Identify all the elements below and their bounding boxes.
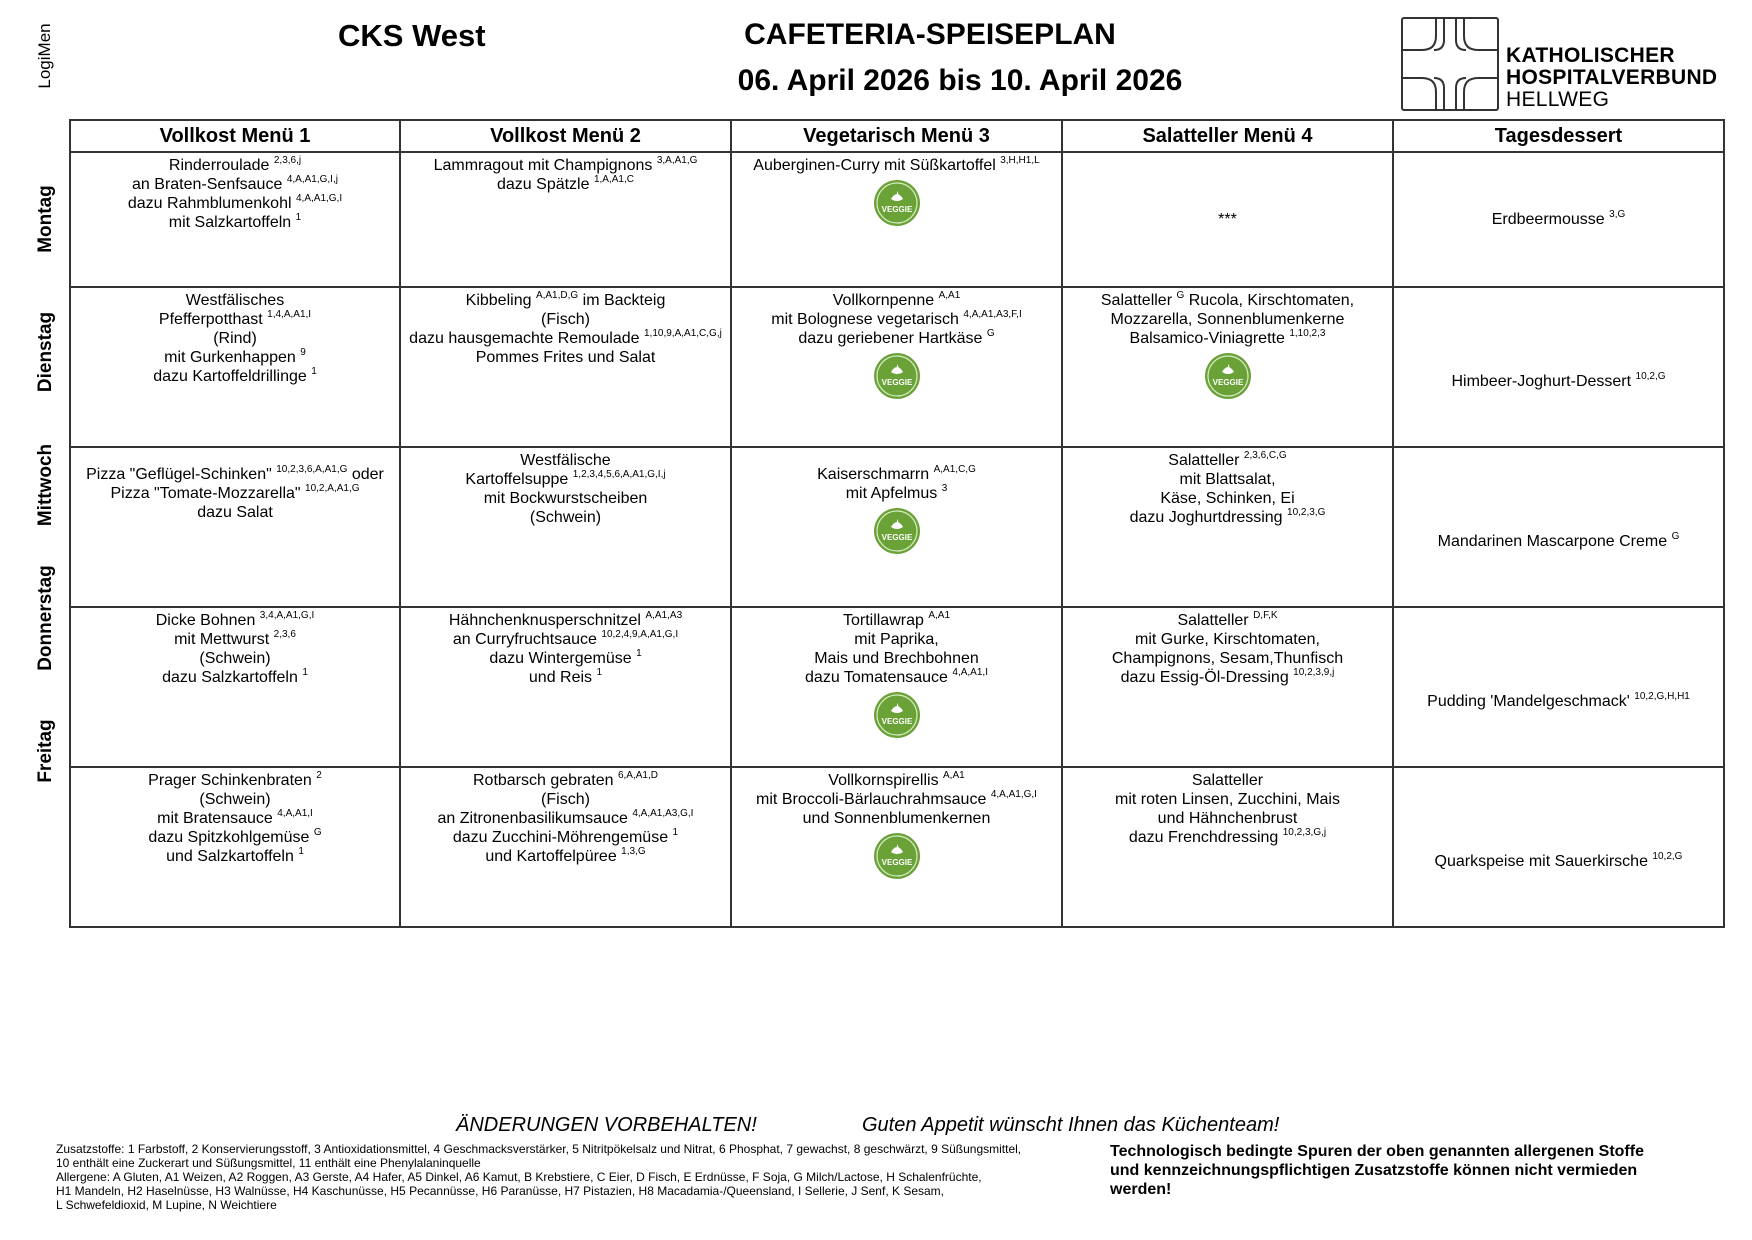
dish-line	[1067, 611, 1388, 630]
allergen-codes: 1,4,A,A1,I	[267, 309, 312, 320]
dish-line	[75, 649, 395, 668]
dish-line	[736, 329, 1057, 348]
dish-text: dazu Wintergemüse	[489, 650, 632, 667]
dish-text: mit Broccoli-Bärlauchrahmsauce	[756, 791, 987, 808]
allergen-codes: 1,3,G	[621, 846, 646, 857]
dish-line	[1067, 630, 1388, 649]
dish-line	[736, 771, 1057, 790]
legend-line: 10 enthält eine Zuckerart und Süßungsmittel, 11 enthält eine Phenylalaninquelle	[56, 1156, 481, 1170]
location-title: CKS West	[338, 18, 486, 53]
allergen-codes: 1	[311, 366, 317, 377]
dish-line	[75, 809, 395, 828]
allergen-codes: A,A1,C,G	[933, 464, 976, 475]
dish-line	[75, 156, 395, 175]
allergen-codes: G	[313, 827, 322, 838]
allergen-codes: 1,A,A1,C	[593, 174, 634, 185]
dish-text: dazu hausgemachte Remoulade	[409, 330, 640, 347]
allergen-codes: 10,2,G	[1652, 850, 1683, 862]
dish-text: Salatteller	[1100, 292, 1173, 309]
menu-cell	[400, 287, 731, 447]
dish-text: und Salzkartoffeln	[166, 848, 294, 865]
menu-cell	[70, 152, 400, 287]
brand-line-1: KATHOLISCHER	[1506, 44, 1675, 67]
dish-line	[75, 194, 395, 213]
menu-cell	[1393, 767, 1724, 927]
dish-text: (Rind)	[213, 330, 257, 347]
dish-line	[1067, 451, 1388, 470]
dish-line	[75, 465, 395, 484]
dish-line	[736, 668, 1057, 687]
dish-text: Pizza "Tomate-Mozzarella"	[110, 485, 301, 502]
day-label-donnerstag: Donnerstag	[35, 565, 56, 671]
column-header: Vollkost Menü 1	[70, 120, 400, 152]
menu-cell	[731, 447, 1062, 607]
dish-text: dazu Salat	[197, 504, 273, 521]
dish-text: Quarkspeise mit Sauerkirsche	[1434, 852, 1648, 870]
dish-text: dazu Spätzle	[497, 176, 590, 193]
svg-text:VEGGIE: VEGGIE	[881, 378, 912, 387]
column-header: Salatteller Menü 4	[1062, 120, 1393, 152]
dish-line	[75, 828, 395, 847]
dish-line	[75, 790, 395, 809]
dish-text: und Reis	[528, 669, 593, 686]
dish-line	[736, 484, 1057, 503]
dish-text: Vollkornspirellis	[828, 772, 939, 789]
allergen-codes: 10,2,A,A1,G	[305, 483, 360, 494]
dish-text: Erdbeermousse	[1491, 211, 1605, 228]
dish-line	[75, 484, 395, 503]
dish-line	[75, 329, 395, 348]
dish-text: Pommes Frites und Salat	[475, 349, 656, 366]
dish-line	[75, 175, 395, 194]
dish-text: mit Paprika,	[854, 631, 939, 648]
allergen-codes: D,F,K	[1253, 610, 1278, 621]
page-title: CAFETERIA-SPEISEPLAN	[744, 18, 1116, 51]
dish-text: dazu Salzkartoffeln	[162, 669, 298, 686]
dish-text: (Schwein)	[199, 791, 271, 808]
svg-text:VEGGIE: VEGGIE	[1212, 378, 1243, 387]
legend-line: H1 Mandeln, H2 Haselnüsse, H3 Walnüsse, H4 Kaschunüsse, H5 Pecannüsse, H6 Paranüsse, H7 Pistazien, H8 Macadamia-/Queensland, I Sellerie, J Senf, K Sesam,	[56, 1184, 944, 1198]
dish-line	[405, 451, 726, 470]
menu-row-1	[70, 287, 1724, 447]
dish-line	[405, 630, 726, 649]
dish-line	[1067, 668, 1388, 687]
allergen-codes: 4,A,A1,G,I,j	[286, 174, 338, 185]
dish-text: Prager Schinkenbraten	[148, 772, 312, 789]
dish-line	[736, 465, 1057, 484]
dish-line	[736, 156, 1057, 175]
dish-line	[405, 809, 726, 828]
dish-text: Dicke Bohnen	[155, 612, 256, 629]
dish-line	[1067, 508, 1388, 527]
dish-text: mit Gurke, Kirschtomaten,	[1135, 631, 1320, 648]
allergen-codes: 3,A,A1,G	[656, 155, 698, 166]
legend-line: Zusatzstoffe: 1 Farbstoff, 2 Konservierungsstoff, 3 Antioxidationsmittel, 4 Geschmacksverstärker, 5 Nitritpökelsalz und Nitrat, 6 Phosphat, 7 gewachst, 8 geschwärzt, 9 Süßungsmittel,	[56, 1142, 1022, 1156]
menu-row-4	[70, 767, 1724, 927]
dish-text: (Fisch)	[541, 311, 590, 328]
menu-cell	[1062, 152, 1393, 287]
menu-row-3	[70, 607, 1724, 767]
dish-text: Lammragout mit Champignons	[433, 157, 653, 174]
dish-line	[1398, 532, 1719, 551]
dish-line	[405, 291, 726, 310]
dish-text: Kibbeling	[465, 292, 532, 309]
dish-text: Champignons, Sesam,Thunfisch	[1111, 650, 1344, 667]
allergen-codes: A,A1	[928, 610, 951, 621]
dish-text: im Backteig	[582, 292, 666, 309]
allergen-codes: 1	[672, 827, 679, 838]
dish-line	[736, 291, 1057, 310]
day-label-montag: Montag	[35, 185, 56, 253]
dish-line	[736, 649, 1057, 668]
dish-text: dazu Kartoffeldrillinge	[153, 368, 307, 385]
trace-line: werden!	[1110, 1181, 1172, 1198]
menu-row-0	[70, 152, 1724, 287]
dish-line	[1398, 210, 1719, 229]
dish-line	[75, 668, 395, 687]
brand-line-2: HOSPITALVERBUND	[1506, 66, 1718, 89]
allergen-codes: 10,2,3,G,j	[1282, 827, 1327, 838]
allergen-codes: G	[1176, 290, 1185, 301]
allergen-codes: 4,A,A1,I	[277, 808, 313, 819]
veggie-badge-icon	[873, 179, 921, 227]
dish-line	[75, 630, 395, 649]
menu-row-2	[70, 447, 1724, 607]
dish-text: Rinderroulade	[168, 157, 270, 174]
legend-line: L Schwefeldioxid, M Lupine, N Weichtiere	[56, 1198, 277, 1212]
dish-text: mit Bockwurstscheiben	[483, 490, 648, 507]
dish-text: mit roten Linsen, Zucchini, Mais	[1115, 791, 1340, 808]
allergen-codes: 2,3,6,j	[273, 155, 302, 166]
dish-text: dazu Spitzkohlgemüse	[148, 829, 310, 846]
menu-cell	[1393, 287, 1724, 447]
menu-cell	[400, 447, 731, 607]
dish-text: dazu geriebener Hartkäse	[798, 330, 983, 347]
day-label-dienstag: Dienstag	[35, 311, 56, 393]
allergen-codes: 3,H,H1,L	[1000, 155, 1040, 166]
dish-line	[736, 790, 1057, 809]
dish-line	[75, 310, 395, 329]
dish-text: Rotbarsch gebraten	[472, 772, 614, 789]
allergen-codes: 6,A,A1,D	[617, 770, 658, 781]
dish-line	[405, 508, 726, 527]
dish-text: an Braten-Senfsauce	[132, 176, 283, 193]
changes-notice: ÄNDERUNGEN VORBEHALTEN!	[456, 1114, 757, 1136]
menu-cell	[1393, 152, 1724, 287]
menu-cell	[731, 607, 1062, 767]
veggie-badge-icon	[873, 507, 921, 555]
additives-allergens-legend	[56, 1142, 1096, 1212]
menu-cell	[70, 767, 400, 927]
dish-text: Pizza "Geflügel-Schinken"	[86, 466, 272, 483]
dish-line	[736, 611, 1057, 630]
allergen-codes: 4,A,A1,G,I	[990, 789, 1037, 800]
day-label-freitag: Freitag	[35, 719, 56, 783]
allergen-codes: A,A1,A3	[645, 610, 683, 621]
dish-line	[405, 489, 726, 508]
dish-line	[75, 771, 395, 790]
menu-cell	[1062, 287, 1393, 447]
menu-cell	[1062, 607, 1393, 767]
menu-cell	[400, 607, 731, 767]
dish-line	[1067, 470, 1388, 489]
menu-cell	[1393, 607, 1724, 767]
svg-text:VEGGIE: VEGGIE	[881, 717, 912, 726]
day-label-mittwoch: Mittwoch	[35, 443, 56, 527]
brand-line-3: HELLWEG	[1506, 88, 1610, 111]
column-header: Vollkost Menü 2	[400, 120, 731, 152]
dish-text: oder	[351, 466, 384, 483]
dish-line	[405, 348, 726, 367]
allergen-codes: 1	[298, 846, 304, 857]
dish-text: an Zitronenbasilikumsauce	[437, 810, 628, 827]
allergen-codes: 10,2,G,H,H1	[1634, 690, 1690, 702]
allergen-codes: A,A1,D,G	[535, 290, 579, 301]
dish-text: Auberginen-Curry mit Süßkartoffel	[753, 157, 996, 174]
trace-line: Technologisch bedingte Spuren der oben genannten allergenen Stoffe	[1110, 1143, 1644, 1160]
dish-text: Rucola, Kirschtomaten,	[1188, 292, 1355, 309]
menu-cell	[400, 767, 731, 927]
allergen-codes: 1	[302, 667, 308, 678]
dish-text: dazu Joghurtdressing	[1129, 509, 1283, 526]
allergen-codes: 10,2,G	[1635, 370, 1666, 382]
dish-text: (Schwein)	[529, 509, 602, 526]
dish-text: mit Mettwurst	[174, 631, 270, 648]
dish-line	[1067, 790, 1388, 809]
dish-line	[405, 847, 726, 866]
allergen-codes: 1	[596, 667, 603, 678]
dish-line	[1067, 489, 1388, 508]
dish-text: Mozzarella, Sonnenblumenkerne	[1110, 311, 1345, 328]
dish-text: mit Bolognese vegetarisch	[771, 311, 959, 328]
dish-text: und Sonnenblumenkernen	[802, 810, 991, 827]
dish-text: dazu Zucchini-Möhrengemüse	[452, 829, 669, 846]
allergen-codes: 3	[941, 483, 948, 494]
dish-line	[1067, 828, 1388, 847]
allergen-codes: G	[1671, 530, 1680, 542]
dish-text: Himbeer-Joghurt-Dessert	[1451, 372, 1632, 390]
dish-line	[736, 310, 1057, 329]
dish-line	[405, 175, 726, 194]
allergen-codes: 4,A,A1,A3,G,I	[632, 808, 694, 819]
menu-cell	[731, 767, 1062, 927]
allergen-codes: 1,10,9,A,A1,C,G,j	[644, 328, 722, 339]
trace-notice	[1110, 1142, 1670, 1199]
svg-text:VEGGIE: VEGGIE	[881, 533, 912, 542]
dish-line	[405, 611, 726, 630]
dish-line	[75, 367, 395, 386]
dish-text: Kartoffelsuppe	[465, 471, 569, 488]
column-header: Vegetarisch Menü 3	[731, 120, 1062, 152]
dish-text: mit Salzkartoffeln	[168, 214, 292, 231]
allergen-codes: 4,A,A1,G,I	[295, 193, 343, 204]
dish-line	[1067, 291, 1388, 310]
date-range: 06. April 2026 bis 10. April 2026	[737, 64, 1183, 97]
dish-text: dazu Rahmblumenkohl	[127, 195, 292, 212]
dish-line	[1067, 771, 1388, 790]
dish-line	[405, 329, 726, 348]
brand-logo	[1400, 16, 1720, 112]
allergen-codes: 10,2,3,G	[1287, 507, 1326, 518]
menu-cell	[1062, 447, 1393, 607]
dish-text: mit Blattsalat,	[1179, 471, 1276, 488]
dish-text: Mandarinen Mascarpone Creme	[1437, 532, 1668, 550]
logimen-label: LogiMen	[35, 23, 54, 89]
dish-text: mit Gurkenhappen	[164, 349, 296, 366]
trace-line: und kennzeichnungspflichtigen Zusatzstoffe können nicht vermieden	[1110, 1162, 1638, 1179]
dish-line	[1067, 310, 1388, 329]
allergen-codes: 1	[636, 648, 642, 659]
dish-line	[75, 213, 395, 232]
dish-text: Westfälisches	[185, 292, 285, 309]
allergen-codes: 10,2,3,9,j	[1293, 667, 1335, 678]
svg-text:VEGGIE: VEGGIE	[881, 205, 912, 214]
legend-line: Allergene: A Gluten, A1 Weizen, A2 Roggen, A3 Gerste, A4 Hafer, A5 Dinkel, A6 Kamut, B Krebstiere, C Eier, D Fisch, E Erdnüsse, F Soja, G Milch/Lactose, H Schalenfrüchte,	[56, 1170, 982, 1184]
allergen-codes: A,A1	[938, 290, 961, 301]
dish-line	[405, 156, 726, 175]
dish-text: (Schwein)	[199, 650, 271, 667]
dish-line	[1398, 372, 1719, 391]
dish-text: dazu Tomatensauce	[805, 669, 948, 686]
dish-line	[75, 291, 395, 310]
veggie-badge-icon	[1204, 352, 1252, 400]
appetit-message: Guten Appetit wünscht Ihnen das Küchenteam!	[862, 1114, 1280, 1136]
dish-line	[405, 668, 726, 687]
dish-text: ***	[1218, 211, 1237, 228]
dish-line	[1067, 649, 1388, 668]
menu-cell	[70, 607, 400, 767]
dish-line	[1398, 692, 1719, 711]
dish-text: Tortillawrap	[842, 612, 924, 629]
dish-text: Vollkornpenne	[832, 292, 935, 309]
svg-text:VEGGIE: VEGGIE	[881, 858, 912, 867]
allergen-codes: 1,2,3,4,5,6,A,A1,G,I,j	[572, 469, 666, 480]
allergen-codes: 10,2,4,9,A,A1,G,I	[601, 629, 679, 640]
dish-text: Kaiserschmarrn	[817, 466, 930, 483]
menu-table	[69, 119, 1725, 928]
menu-cell	[70, 287, 400, 447]
header-row	[70, 120, 1724, 152]
allergen-codes: 9	[300, 347, 306, 358]
allergen-codes: A,A1	[943, 770, 965, 781]
dish-text: dazu Essig-Öl-Dressing	[1120, 669, 1289, 686]
menu-cell	[1393, 447, 1724, 607]
dish-text: (Fisch)	[541, 791, 590, 808]
dish-text: Pfefferpotthast	[158, 311, 263, 328]
cross-logo-icon	[1400, 16, 1500, 112]
dish-text: Salatteller	[1191, 772, 1264, 789]
menu-cell	[70, 447, 400, 607]
dish-text: mit Apfelmus	[845, 485, 938, 502]
dish-text: Salatteller	[1168, 452, 1240, 469]
dish-line	[405, 771, 726, 790]
dish-line	[1067, 210, 1388, 229]
dish-text: Hähnchenknusperschnitzel	[448, 612, 641, 629]
dish-line	[736, 809, 1057, 828]
dish-text: dazu Frenchdressing	[1128, 829, 1279, 846]
dish-line	[736, 630, 1057, 649]
allergen-codes: 3,G	[1609, 209, 1626, 220]
allergen-codes: 4,A,A1,A3,F,I	[963, 309, 1022, 320]
dish-line	[405, 649, 726, 668]
allergen-codes: 2,3,6	[273, 629, 296, 640]
allergen-codes: 10,2,3,6,A,A1,G	[276, 464, 348, 475]
dish-line	[405, 790, 726, 809]
allergen-codes: 1	[295, 212, 302, 223]
allergen-codes: 4,A,A1,I	[952, 667, 988, 678]
dish-line	[405, 470, 726, 489]
veggie-badge-icon	[873, 832, 921, 880]
dish-text: Käse, Schinken, Ei	[1160, 490, 1295, 507]
dish-text: Salatteller	[1177, 612, 1249, 629]
dish-line	[1067, 329, 1388, 348]
dish-line	[75, 611, 395, 630]
veggie-badge-icon	[873, 352, 921, 400]
menu-cell	[400, 152, 731, 287]
dish-text: an Curryfruchtsauce	[452, 631, 597, 648]
dish-text: und Kartoffelpüree	[485, 848, 617, 865]
allergen-codes: 3,4,A,A1,G,I	[259, 610, 315, 621]
dish-line	[405, 828, 726, 847]
menu-cell	[1062, 767, 1393, 927]
menu-cell	[731, 287, 1062, 447]
dish-line	[75, 348, 395, 367]
menu-cell	[731, 152, 1062, 287]
column-header: Tagesdessert	[1393, 120, 1724, 152]
dish-text: Westfälische	[520, 452, 611, 469]
allergen-codes: 2	[316, 770, 322, 781]
allergen-codes: 1,10,2,3	[1289, 328, 1326, 339]
allergen-codes: 2,3,6,C,G	[1243, 450, 1287, 461]
allergen-codes: G	[986, 328, 995, 339]
dish-text: Balsamico-Viniagrette	[1129, 330, 1285, 347]
dish-text: mit Bratensauce	[157, 810, 273, 827]
dish-text: Pudding 'Mandelgeschmack'	[1427, 692, 1630, 710]
dish-text: Mais und Brechbohnen	[814, 650, 979, 667]
dish-line	[75, 847, 395, 866]
dish-line	[1067, 809, 1388, 828]
veggie-badge-icon	[873, 691, 921, 739]
dish-line	[405, 310, 726, 329]
dish-line	[75, 503, 395, 522]
dish-text: und Hähnchenbrust	[1157, 810, 1298, 827]
dish-line	[1398, 852, 1719, 871]
